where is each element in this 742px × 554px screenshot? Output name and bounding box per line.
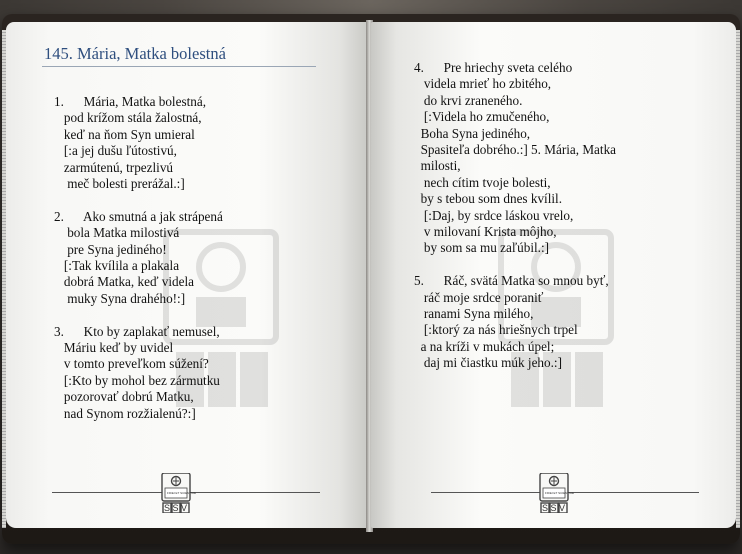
verse-line: ráč moje srdce poraniť [414, 289, 544, 305]
right-verses [414, 60, 616, 388]
emblem-letters: SSV [542, 503, 568, 513]
verse-line: [:a jej dušu ľútostivú, [54, 143, 177, 159]
title-underline [42, 66, 316, 67]
verse-line: v tomto preveľkom súžení? [54, 356, 209, 372]
verse-line: Spasiteľa dobrého.:] 5. Mária, Matka [414, 142, 617, 158]
emblem-letters: SSV [164, 503, 190, 513]
verse-line: nad Synom rozžialenú?:] [54, 405, 196, 421]
verse-line: Máriu keď by uvidel [54, 340, 174, 356]
verse-line: by s tebou som dnes kvílil. [414, 191, 562, 207]
verse-line: nech cítim tvoje bolesti, [414, 174, 551, 190]
verse-5 [414, 273, 616, 371]
verse-line: keď na ňom Syn umieral [54, 126, 195, 142]
song-title: 145. Mária, Matka bolestná [44, 44, 226, 63]
verse-line: [:Kto by mohol bez zármutku [54, 372, 220, 388]
verse-line: meč bolesti prerážal.:] [54, 176, 185, 192]
emblem-motto: FIDEI ET SCIENTIAE [545, 491, 574, 495]
verse-line: Boha Syna jediného, [414, 125, 531, 141]
verse-line: bola Matka milostivá [54, 225, 180, 241]
verse-line: [:Tak kvílila a plakala [54, 258, 180, 274]
verse-line: do krvi zraneného. [414, 92, 523, 108]
verse-line: ranami Syna milého, [414, 306, 534, 322]
verse-line: milosti, [414, 158, 461, 174]
right-page [371, 22, 736, 528]
emblem-motto: FIDEI ET SCIENTIAE [167, 491, 196, 495]
verse-line: 3. Kto by zaplakať nemusel, [54, 323, 220, 339]
right-page-edges [736, 30, 740, 528]
verse-2 [54, 209, 223, 307]
verse-line: 1. Mária, Matka bolestná, [54, 94, 206, 109]
verse-line: v milovaní Krista môjho, [414, 224, 557, 240]
verse-line: muky Syna drahého!:] [54, 290, 186, 306]
verse-line: pre Syna jediného! [54, 241, 167, 257]
left-verses [54, 94, 223, 438]
verse-3 [54, 324, 223, 422]
verse-line: zarmútenú, trpezlivú [54, 159, 174, 175]
verse-1 [54, 94, 223, 192]
verse-line: 4. Pre hriechy sveta celého [414, 60, 573, 75]
verse-line: 5. Ráč, svätá Matka so mnou byť, [414, 273, 609, 289]
verse-line: [:ktorý za nás hriešnych trpel [414, 322, 578, 338]
verse-line: by som sa mu zaľúbil.:] [414, 240, 550, 256]
verse-line: a na kríži v mukách úpel; [414, 338, 555, 354]
verse-line: 2. Ako smutná a jak strápená [54, 208, 223, 224]
verse-line: daj mi čiastku múk jeho.:] [414, 355, 562, 371]
verse-line: [:Daj, by srdce láskou vrelo, [414, 207, 574, 223]
verse-line: [:Videla ho zmučeného, [414, 109, 550, 125]
verse-line: dobrá Matka, keď videla [54, 274, 194, 290]
verse-line: pozorovať dobrú Matku, [54, 389, 194, 405]
verse-4 [414, 60, 616, 257]
left-page [6, 22, 368, 528]
verse-line: videla mrieť ho zbitého, [414, 76, 552, 92]
verse-line: pod krížom stála žalostná, [54, 110, 202, 126]
